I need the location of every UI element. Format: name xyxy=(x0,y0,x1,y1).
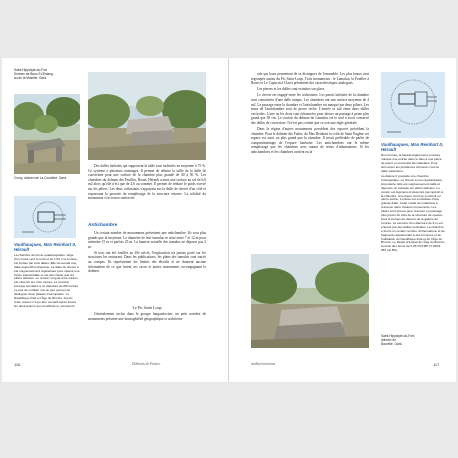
left-body-text xyxy=(88,164,206,202)
plan-paragraph: Non fermée, la façade légèrement concave marque une entrée dans le faux à une pièce de pierre en proximité des latérales. Pour surmonter les problèmes d'érosion c'est la dalle supérieure. xyxy=(381,153,442,173)
book-spread xyxy=(2,58,456,382)
plan-paragraph: La dalone II possède une chambre rectangulaire. Le chevet a une régularisation importante. Elle est soigneusement taillé et déposée un bouleau les piliers latéraux. Le couloir est légèrement décentré par rapport à la chambre. Une pièce court se construit en pierre sèche. L'entrée est constituée d'une grande dalle. Cette moitié de matériaux à retrouver dans d'autres monuments. Les piliers sont prévus pour réserver un passage plus précis du côté de la structure de soutien. Ceci le bornes au-dessus de la galerie de l'entrée. Le tumulus d'un diamètre de 8 m est entouré par des dalles verticales. La chambre a fourni un certain nombre d'inhumations et de fragments appartenant à des hommes et de l'utilisation du Néolithique final et de l'Âge du Bronze. Le Dépôt principal de l'Âge du Bronze au bois des dents de 5,96 ±0,5 BP (3 040/1 887 cal BC). xyxy=(381,174,445,253)
top-photo-caption xyxy=(14,68,72,80)
body-paragraph: Les pierres et les dalles sont extraites sur place. xyxy=(257,87,326,92)
body-paragraph: Dans la région d'autres monuments possèdent des espaces précédant la chambre. Pour le dolmen des Fades, du Mas Reinhart et celui de Saint Eugène cet espace est aussi ou plus grand que la chambre. Il serait préférable de parler de compartimentage de l'espace funéraire. Les antichambres ont le même remplissage que les chambres avec autant de restes d'inhumations. Si les antichambres et les chambres avaient eu la xyxy=(251,127,369,154)
dolmen-photo-large xyxy=(88,72,206,160)
right-page xyxy=(229,58,456,382)
dolmen-photo-bottom xyxy=(251,254,369,348)
body-paragraph: Le chevet est engagé entre les orthostates. Les parois latérales de la chambre sont constituées d'une dalle unique. Les chambres ont une surface moyenne de 4 m2. Le passage entre la chambre et l'antichambre est marqué par deux piliers. Les murs de l'antichambre sont de pierre sèche. L'entrée se fait entre deux dalles verticales. L'une ou les deux sont échancrées pour laisser un passage à peine plus grand que 50 cm. Le couloir du dolmen du Lamalou est le seul à avoir conservé des dalles de couverture. Il n'est pas certain que ce soit une règle générale. xyxy=(251,93,369,125)
page-number-right: 117 xyxy=(433,362,440,367)
body-paragraph: rale qui leurs permettent de se distinguer de l'ensemble. Les plus beaux sont regroupés autour du Pic Saint-Loup. Trois monuments : le Lamalou, la Feuilles à Rouet et Le Capucin à Claret présentent des caractéristiques analogues. xyxy=(251,72,369,86)
plan-description xyxy=(14,254,80,310)
dolmen-photo-small xyxy=(14,94,80,174)
antichamber-text xyxy=(88,231,206,275)
caption-line: Baurelle, Gard. xyxy=(381,342,403,346)
page-number-left: 116 xyxy=(14,362,21,367)
caption-line: au de la Moselle, Gard. xyxy=(14,76,47,80)
right-body-text xyxy=(251,72,369,156)
bottom-photo-caption-right xyxy=(381,334,445,346)
left-page xyxy=(2,58,229,382)
body-paragraph: Généralement inclus dans le groupe languedocien, un petit nombre de monuments présente une homogénéité géographique et architectu- xyxy=(88,312,206,321)
body-paragraph: Un certain nombre de monuments présentent une antichambre. Ils sont plus grands que la moyenne. Le diamètre de leur tumulus se situe entre 7 et 12 m pour atteindre 15 m et parfois 25 m. La hauteur actuelle des tumulus ne dépasse pas 2 m. xyxy=(88,231,206,249)
running-head-right: méditerranéenne xyxy=(251,362,276,366)
body-paragraph: Des dalles latérales qui supportent la table sont inclinées en moyenne à 75 %. Ce système a plusieurs avantages. Il permet de réduire la taille de la dalle de couverture pour une surface de la chambre plus grande de 40 à 50 %. Les chambres du dolmen des Feuilles, Rouet, Hérault a ainsi une surface au sol de 6,6 m2 alors qu'elle n'est que de 2,6 au sommet. Il permet de réduire le poids exercé sur les piliers. Les deux orthostates s'appuyant sur la dalle de chevet d'un côté et repoussant la poussée du remplissage de la structure externe. La solidité du monument s'en trouve renforcée. xyxy=(88,164,206,201)
antichamber-plan-illustration xyxy=(381,72,445,138)
caption-line: Saint-Hippolyte-du-Fort, xyxy=(381,334,415,338)
body-paragraph: Si tous ont été fouillés au 20e siècle, l'exploration n'a jamais porté sur les structures les entourant. Dans les publications, les plans des tumulus sont tracés au compas. Ils représentent les limites des éboulis et ne donnent aucune information de ce que furent ces caves et autres monuments accompagnant le dolmen. xyxy=(88,250,206,274)
caption-line: Dolmen de Baux-Fo'Estang xyxy=(14,72,53,76)
antichamber-heading: Antichambre xyxy=(88,223,118,228)
bottom-photo-caption: Coury, dolmen de La Coudière, Gard. xyxy=(14,176,67,180)
right-plan-description xyxy=(381,154,445,255)
plan-paragraph: La chambre de forme quadrangulaire, large d'un mètre vers le fond et de 1,50 m à l'entrée, est limitée par trois dalles. Elle recouvrait une dalle aujourd'hui disparue. La dalle de chevet a été soigneusement régularisée pour obtenir une forme trapézoïdale et est plus haute que les piliers latéraux. Le couloir, long de trois mètres, est observé sur trois mètres. Le tumulus presque circulaire a un diamètre de 8/9 mètres. Le pas de mobilier mis au jour permet de distinguer deux phases d'occupation : le Néolithique final et l'Âge du Bronze. Aucun reste osseux n'a pu être recueilli après toutes les destructions qui ont affecté le monument. xyxy=(14,253,80,308)
running-head-left: Dolmens de France xyxy=(132,362,161,366)
pic-saint-loup-text xyxy=(88,312,206,323)
caption-line: Saint-Hippolyte-du-Fort xyxy=(14,68,47,72)
right-plan-title: Vaulhauques, Mas Reinhart II, Hérault xyxy=(381,142,444,153)
caption-line: dolmen de xyxy=(381,338,396,342)
plan-title: Vaulhauques, Mas Reinhart II, Hérault xyxy=(14,242,77,253)
dolmen-plan-illustration xyxy=(14,196,76,238)
pic-saint-loup-heading: Le Pic Saint Loup xyxy=(132,305,162,310)
